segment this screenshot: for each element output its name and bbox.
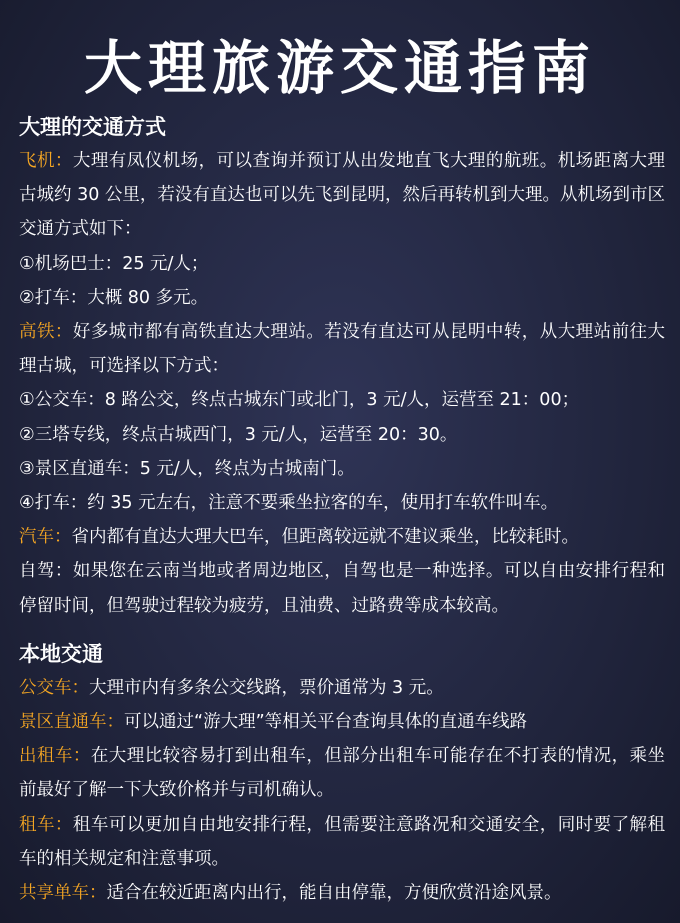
self-drive-paragraph: 自驾：如果您在云南当地或者周边地区，自驾也是一种选择。可以自由安排行程和停留时间，但驾驶过程较为疲劳，且油费、过路费等成本较高。 (19, 561, 665, 616)
citybus-label: 公交车： (19, 677, 89, 698)
bus-text: 省内都有直达大理大巴车，但距离较远就不建议乘坐，比较耗时。 (71, 527, 579, 548)
section-heading-local-transport: 本地交通 (19, 641, 103, 666)
shuttle-label: 景区直通车： (19, 712, 124, 733)
train-option-bus: ①公交车：8 路公交，终点古城东门或北门，3 元/人，运营至 21：00； (19, 390, 580, 411)
bus-paragraph (19, 520, 665, 554)
rental-paragraph (19, 808, 665, 876)
citybus-paragraph (19, 671, 665, 705)
rental-label: 租车： (19, 814, 73, 835)
taxi-paragraph (19, 739, 665, 807)
plane-text: 大理有凤仪机场，可以查询并预订从出发地直飞大理的航班。机场距离大理古城约 30 公里，若没有直达也可以先飞到昆明，然后再转机到大理。从机场到市区交通方式如下： (19, 151, 666, 240)
taxi-label: 出租车： (19, 746, 91, 767)
page-title: 大理旅游交通指南 (83, 34, 596, 102)
bike-label: 共享单车： (19, 883, 107, 904)
train-option-shuttle: ③景区直通车：5 元/人，终点为古城南门。 (19, 458, 355, 479)
bike-text: 适合在较近距离内出行，能自由停靠，方便欣赏沿途风景。 (106, 883, 562, 904)
bike-paragraph (19, 876, 665, 910)
plane-option-taxi: ②打车：大概 80 多元。 (19, 287, 209, 308)
plane-option-bus: ①机场巴士：25 元/人； (19, 253, 209, 274)
bus-label: 汽车： (19, 527, 72, 548)
rental-text: 租车可以更加自由地安排行程，但需要注意路况和交通安全，同时要了解租车的相关规定和注意事项。 (19, 814, 666, 869)
shuttle-text: 可以通过“游大理”等相关平台查询具体的直通车线路 (124, 712, 528, 733)
train-text: 好多城市都有高铁直达大理站。若没有直达可从昆明中转，从大理站前往大理古城，可选择以下方式： (19, 322, 666, 377)
train-option-santa-line: ②三塔专线，终点古城西门，3 元/人，运营至 20：30。 (19, 424, 458, 445)
plane-paragraph (19, 144, 665, 247)
section-heading-transport-modes: 大理的交通方式 (19, 115, 166, 139)
citybus-text: 大理市内有多条公交线路，票价通常为 3 元。 (89, 677, 444, 698)
shuttle-paragraph (19, 705, 665, 739)
taxi-text: 在大理比较容易打到出租车，但部分出租车可能存在不打表的情况，乘坐前最好了解一下大致价格并与司机确认。 (19, 746, 666, 801)
train-paragraph (19, 315, 665, 383)
plane-label: 飞机： (19, 151, 73, 171)
train-label: 高铁： (19, 322, 73, 343)
train-option-taxi: ④打车：约 35 元左右，注意不要乘坐拉客的车，使用打车软件叫车。 (19, 493, 559, 514)
